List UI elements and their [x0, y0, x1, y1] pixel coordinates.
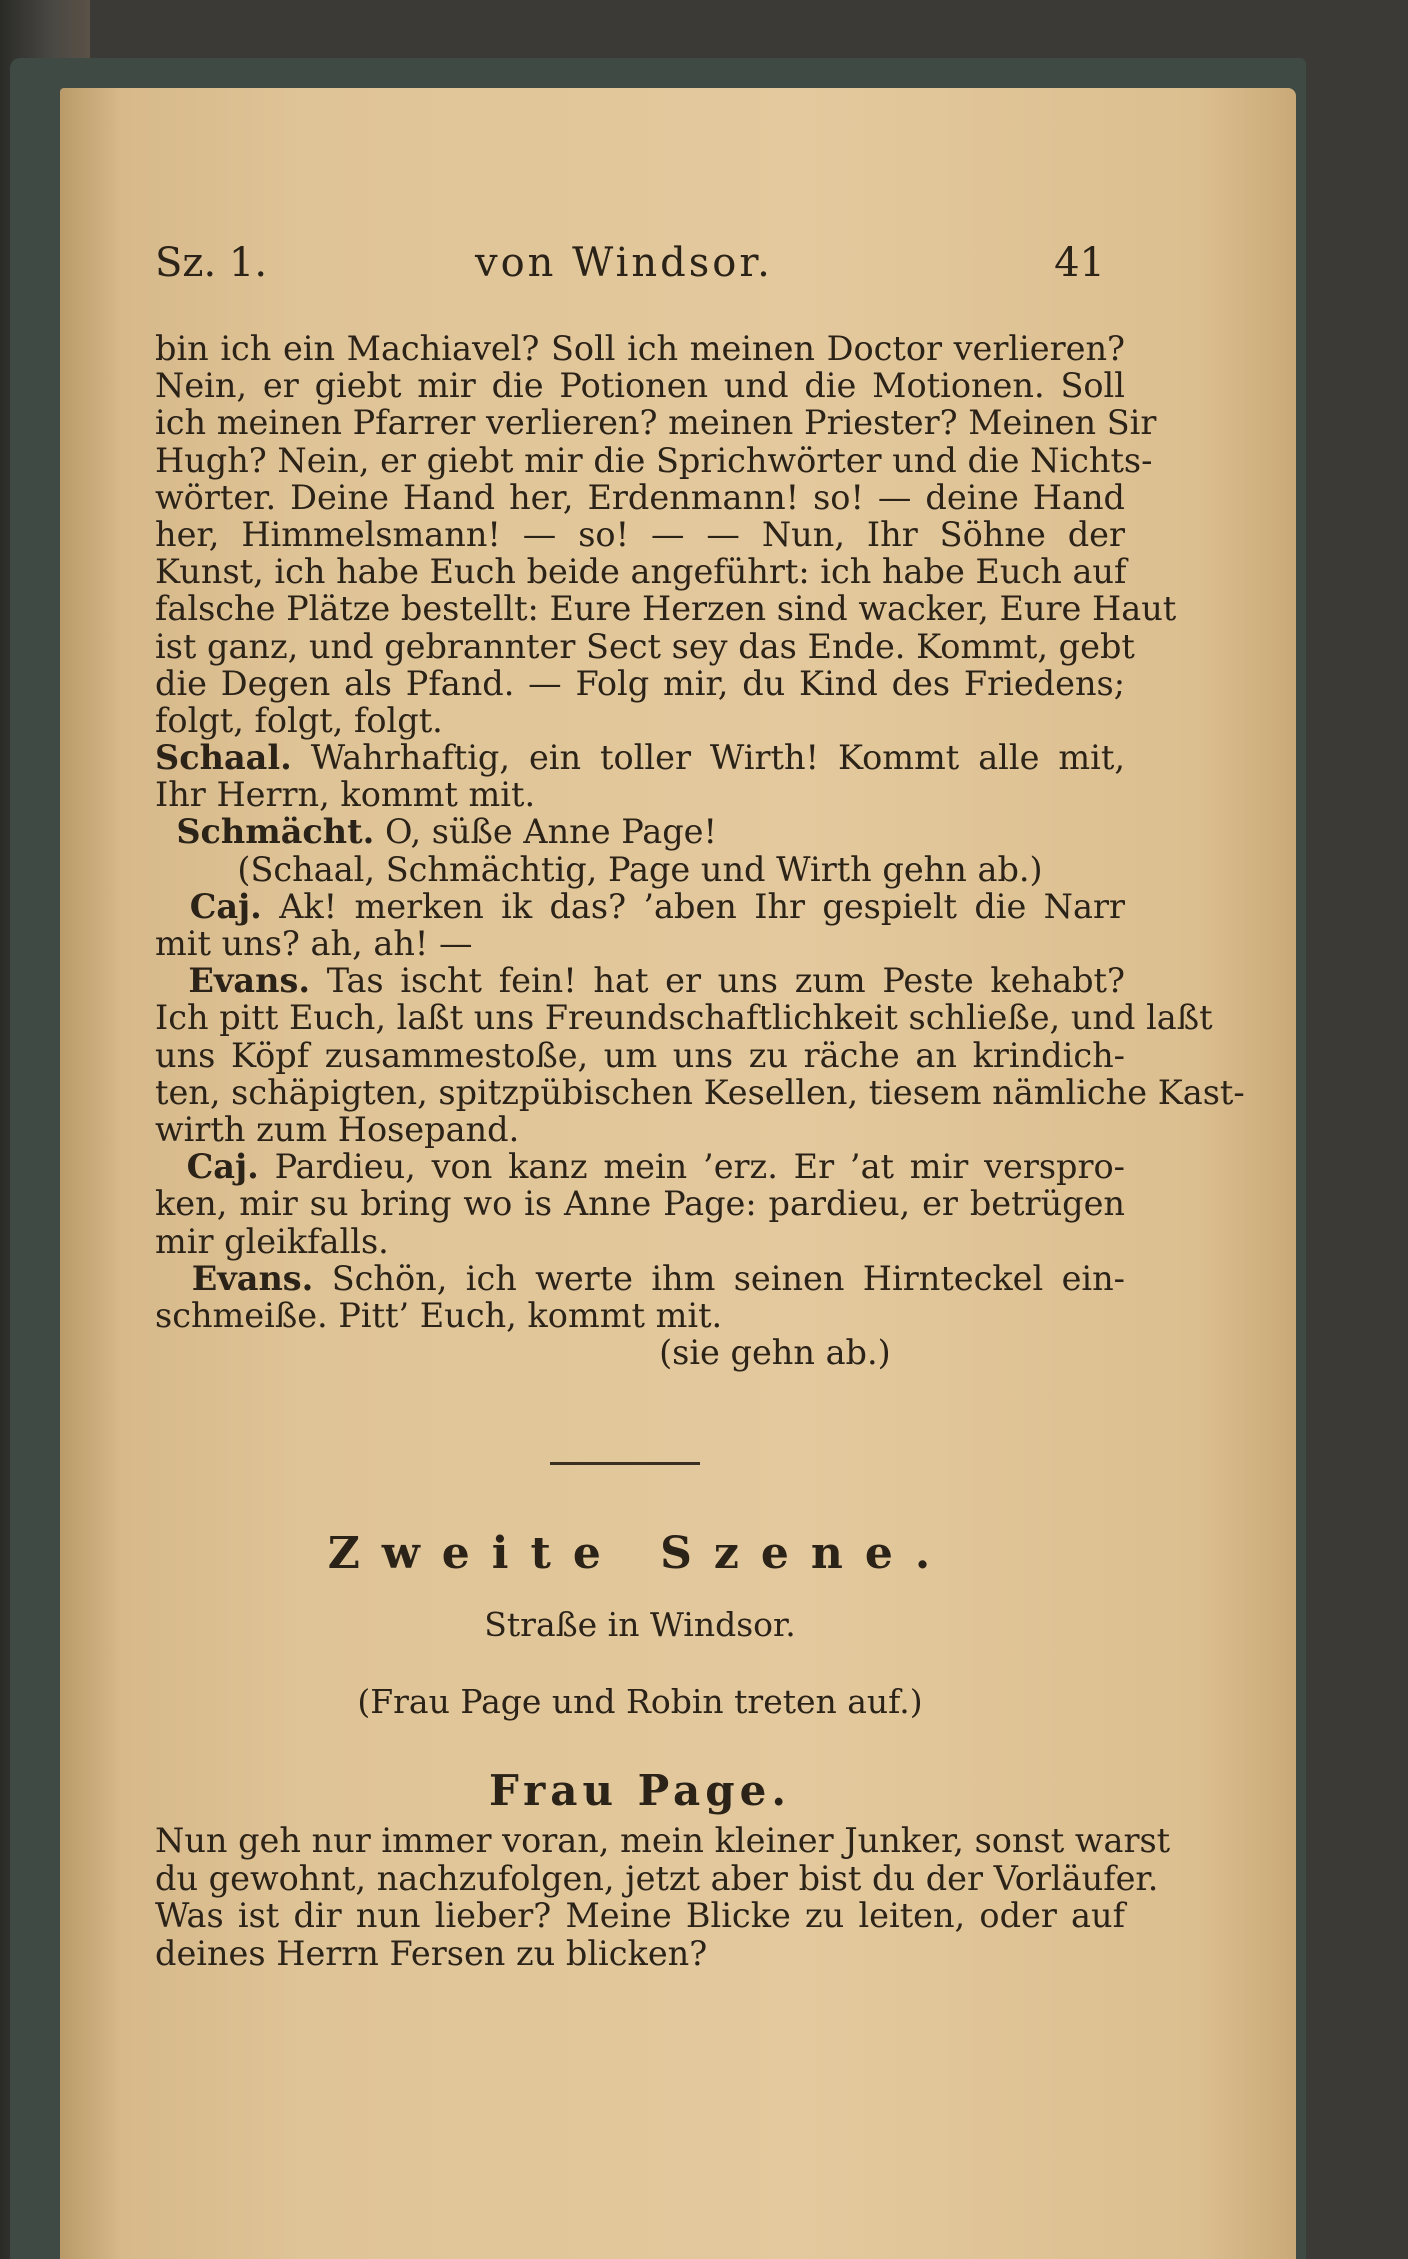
running-header	[155, 240, 1105, 300]
dialogue-line: Ich pitt Euch, laßt uns Freundschaftlichkeit schließe, und laßt	[155, 998, 1213, 1038]
text-line: du gewohnt, nachzufolgen, jetzt aber bist du der Vorläufer.	[155, 1858, 1159, 1898]
speaker-name: Evans.	[188, 961, 310, 1001]
stage-direction-text: (sie gehn ab.)	[659, 1333, 891, 1373]
text-line: ich meinen Pfarrer verlieren? meinen Priester? Meinen Sir	[155, 403, 1157, 443]
text-line: her, Himmelsmann! — so! — — Nun, Ihr Söhne der	[155, 514, 1125, 554]
speaker-name: Caj.	[189, 886, 262, 926]
text-line: Was ist dir nun lieber? Meine Blicke zu leiten, oder auf	[155, 1896, 1125, 1935]
scene-title: Zweite Szene.	[327, 1528, 953, 1579]
dialogue-text: O, süße Anne Page!	[384, 812, 717, 852]
text-block	[155, 329, 1245, 1373]
section-divider	[550, 1462, 700, 1465]
text-line: deines Herrn Fersen zu blicken?	[155, 1933, 708, 1973]
speaker-name: Schmächt.	[176, 812, 375, 852]
dialogue-line	[155, 1260, 1125, 1297]
text-line: folgt, folgt, folgt.	[155, 700, 443, 740]
dialogue-text: Wahrhaftig, ein toller Wirth! Kommt alle mit,	[310, 738, 1125, 778]
dialogue-line	[155, 962, 1125, 999]
dialogue-line: schmeiße. Pitt’ Euch, kommt mit.	[155, 1295, 723, 1335]
text-line: Nun geh nur immer voran, mein kleiner Junker, sonst warst	[155, 1821, 1171, 1860]
text-line: Hugh? Nein, er giebt mir die Sprichwörter und die Nichts-	[155, 440, 1153, 480]
dialogue-text: Pardieu, von kanz mein ’erz. Er ’at mir versprо-	[274, 1147, 1125, 1187]
dialogue-line: ken, mir su bring wo is Anne Page: pardieu, er betrügen	[155, 1184, 1125, 1224]
page-number: 41	[1054, 240, 1105, 286]
text-line: Nein, er giebt mir die Potionen und die Motionen. Soll	[155, 366, 1125, 406]
stage-direction: (Schaal, Schmächtig, Page und Wirth gehn ab.)	[237, 849, 1043, 889]
dialogue-text: Schön, ich werte ihm seinen Hirnteckel ein-	[331, 1258, 1126, 1298]
text-line: die Degen als Pfand. — Folg mir, du Kind des Friedens;	[155, 663, 1125, 703]
stage-direction: (Frau Page und Robin treten auf.)	[357, 1682, 923, 1721]
dialogue-line: mit uns? ah, ah! —	[155, 924, 473, 963]
scene-location: Straße in Windsor.	[484, 1605, 796, 1644]
text-line: bin ich ein Machiavel? Soll ich meinen Doctor verlieren?	[155, 329, 1125, 368]
text-block-2	[155, 1821, 1171, 1973]
speaker-heading: Frau Page.	[489, 1766, 791, 1815]
text-line: falsche Plätze bestellt: Eure Herzen sind wacker, Eure Haut	[155, 589, 1177, 629]
stage-direction	[155, 1334, 1125, 1371]
text-line: wörter. Deine Hand her, Erdenmann! so! — deine Hand	[155, 477, 1125, 517]
dialogue-line	[155, 813, 1125, 850]
dialogue-text: Ak! merken ik das? ’aben Ihr gespielt die Narr	[279, 886, 1125, 926]
dialogue-line: wirth zum Hosepand.	[155, 1109, 520, 1149]
text-line: Kunst, ich habe Euch beide angeführt: ich habe Euch auf	[155, 552, 1127, 592]
dialogue-line: ten, schäpigten, spitzpübischen Kesellen, tiesem nämliche Kast-	[155, 1072, 1245, 1112]
dialogue-line: uns Köpf zusammestoße, um uns zu räche an krindich-	[155, 1035, 1125, 1075]
header-scene: Sz. 1.	[155, 240, 268, 286]
speaker-name: Caj.	[186, 1147, 259, 1187]
dialogue-line	[155, 888, 1125, 925]
header-title: von Windsor.	[475, 240, 773, 286]
speaker-name: Schaal.	[155, 738, 292, 778]
dialogue-line: Ihr Herrn, kommt mit.	[155, 775, 536, 815]
text-line: ist ganz, und gebrannter Sect sey das Ende. Kommt, gebt	[155, 626, 1135, 666]
dialogue-text: Tas ischt fein! hat er uns zum Peste kehabt?	[326, 961, 1125, 1001]
dialogue-line	[155, 739, 1125, 776]
dialogue-line	[155, 1148, 1125, 1185]
dialogue-line: mir gleikfalls.	[155, 1221, 389, 1261]
speaker-name: Evans.	[191, 1258, 314, 1298]
